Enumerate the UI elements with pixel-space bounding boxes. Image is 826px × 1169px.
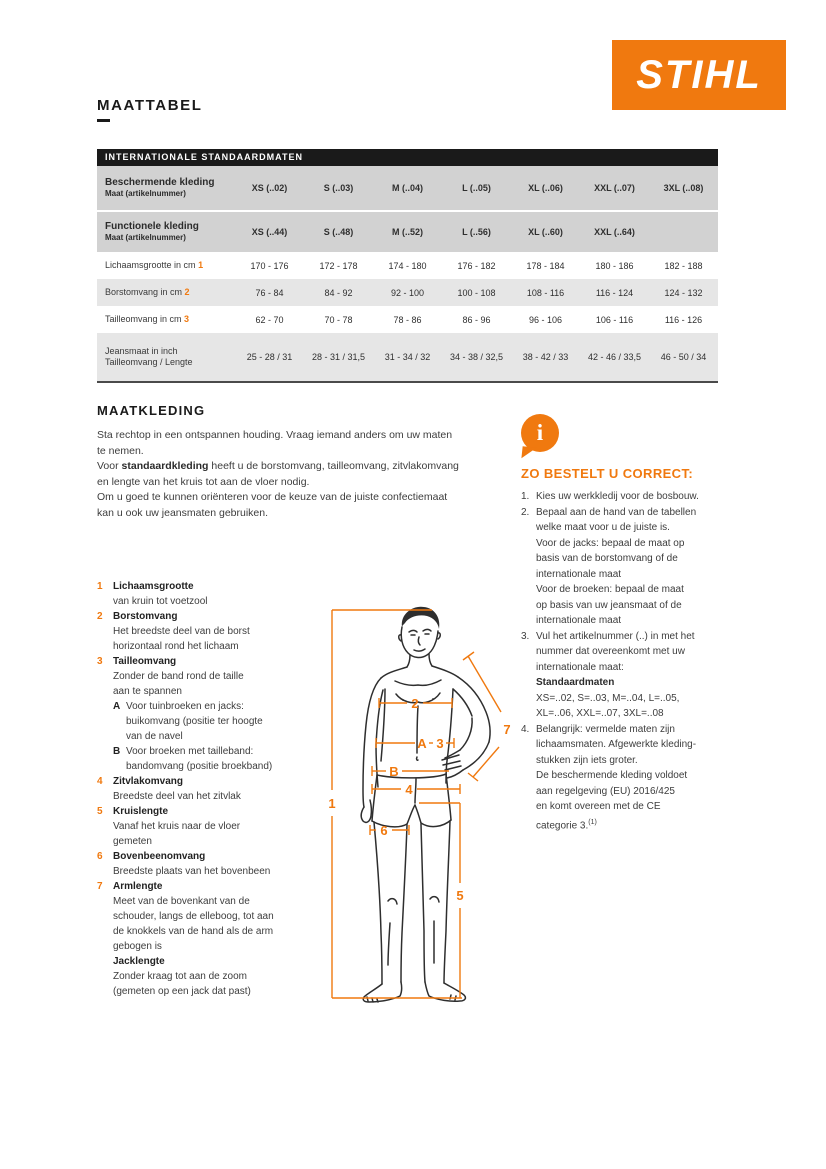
size-cell: 116 - 126 <box>664 314 703 325</box>
row-label: Jeansmaat in inch Tailleomvang / Lengte <box>105 346 193 367</box>
ref-number: 3 <box>184 314 190 324</box>
size-cell: 170 - 176 <box>250 260 289 271</box>
size-table <box>97 149 718 383</box>
size-cell: M (..52) <box>391 227 423 237</box>
measurement-lines <box>332 610 501 998</box>
row-label: Lichaamsgrootte in cm 1 <box>105 260 204 270</box>
size-cell: 70 - 78 <box>324 314 353 325</box>
info-icon-tail <box>521 446 536 459</box>
body-figure-illustration <box>322 593 522 1013</box>
diagram-label-4: 4 <box>405 782 413 797</box>
size-cell: 84 - 92 <box>324 287 353 298</box>
size-cell: 108 - 116 <box>526 287 565 298</box>
order-step: 1. Kies uw werkkledij voor de bosbouw. <box>521 491 699 502</box>
table-row <box>97 252 718 279</box>
table-row <box>97 212 718 252</box>
size-cell: 182 - 188 <box>664 260 703 271</box>
size-cell: 38 - 42 / 33 <box>522 352 569 362</box>
list-subitem: B Voor broeken met tailleband: bandomvang (positie broekband) <box>113 746 273 772</box>
size-cell <box>649 212 718 252</box>
diagram-label-7: 7 <box>503 722 511 737</box>
diagram-label-6: 6 <box>380 823 388 838</box>
size-cell: 96 - 106 <box>528 314 563 325</box>
size-cell: 28 - 31 / 31,5 <box>311 352 366 362</box>
size-cell: XL (..60) <box>528 227 563 237</box>
size-cell: 124 - 132 <box>664 287 703 298</box>
diagram-label-5: 5 <box>456 888 464 903</box>
size-cell: 106 - 116 <box>595 314 634 325</box>
size-cell: 34 - 38 / 32,5 <box>449 352 504 362</box>
size-cell: 86 - 96 <box>462 314 491 325</box>
size-cell: 176 - 182 <box>457 260 496 271</box>
table-row <box>97 306 718 333</box>
diagram-label-3: 3 <box>436 736 444 751</box>
list-item: 3 Tailleomvang Zonder de band rond de taille aan te spannen A Voor tuinbroeken en jacks: buikomvang (positie ter hoogte van de navel B Voor broeken met tailleband: bandomvang (positie broekband) <box>97 654 327 774</box>
size-cell: 42 - 46 / 33,5 <box>587 352 642 362</box>
size-cell: 172 - 178 <box>319 260 358 271</box>
maatkleding-paragraph: Sta rechtop in een ontspannen houding. Vraag iemand anders om uw maten te nemen. Voor standaardkleding heeft u de borstomvang, tailleomvang, zitvlakomvang en lengte van het kruis tot aan de vloer nodig. Om u goed te kunnen oriënteren voor de keuze van de juiste confectiemaat kan u ook uw jeansmaten gebruiken. <box>97 429 459 519</box>
order-step: 4. Belangrijk: vermelde maten zijn lichaamsmaten. Afgewerkte kleding- stukken zijn iets groter. De beschermende kleding voldoet aan regelgeving (EU) 2016/425 en komt overeen met de CE categorie 3.$^{(1)}$ <box>521 723 697 831</box>
list-item: 6 Bovenbeenomvang Breedste plaats van het bovenbeen <box>97 851 271 877</box>
size-cell: 178 - 184 <box>526 260 565 271</box>
size-cell: L (..05) <box>462 183 491 193</box>
doc-title-block <box>97 97 203 122</box>
diagram-label-a: A <box>417 736 427 751</box>
size-cell: XS (..44) <box>251 227 288 237</box>
order-heading: ZO BESTELT U CORRECT: <box>521 466 694 481</box>
size-cell: 31 - 34 / 32 <box>384 352 431 362</box>
size-cell: 62 - 70 <box>255 314 284 325</box>
order-list <box>521 489 741 833</box>
order-step: 3. Vul het artikelnummer (..) in met het nummer dat overeenkomt met uw internationale maat: Standaardmaten XS=..02, S=..03, M=..04, L=..05, XL=..06, XXL=..07, 3XL=..08 <box>521 630 695 719</box>
size-cell: 116 - 124 <box>595 287 634 298</box>
list-subitem: A Voor tuinbroeken en jacks: buikomvang (positie ter hoogte van de navel <box>113 701 263 742</box>
size-cell: 78 - 86 <box>393 314 422 325</box>
body-measurement-diagram <box>322 593 522 1013</box>
size-cell: 25 - 28 / 31 <box>246 352 293 362</box>
title-dash <box>97 119 110 122</box>
table-row <box>97 166 718 210</box>
size-cell: 180 - 186 <box>595 260 634 271</box>
size-cell: M (..04) <box>391 183 423 193</box>
table-row <box>97 279 718 306</box>
size-cell: 46 - 50 / 34 <box>660 352 707 362</box>
list-item: 5 Kruislengte Vanaf het kruis naar de vloer gemeten <box>97 806 241 847</box>
measure-list <box>97 579 327 999</box>
stihl-logo <box>612 40 786 110</box>
row-label: Borstomvang in cm 2 <box>105 287 190 297</box>
ref-number: 2 <box>184 287 190 297</box>
size-table-title: INTERNATIONALE STANDAARDMATEN <box>97 149 718 166</box>
row-label: Beschermende kleding Maat (artikelnummer) <box>105 177 215 198</box>
maatkleding-section <box>97 403 571 521</box>
size-cell: 100 - 108 <box>457 287 496 298</box>
size-cell: XL (..06) <box>528 183 563 193</box>
order-section <box>521 414 741 833</box>
table-row <box>97 333 718 383</box>
list-item: 4 Zitvlakomvang Breedste deel van het zitvlak <box>97 776 241 802</box>
size-cell: 76 - 84 <box>255 287 284 298</box>
page-title: MAATTABEL <box>97 97 203 114</box>
row-label: Functionele kleding Maat (artikelnummer) <box>105 221 199 242</box>
list-item: 7 Armlengte Meet van de bovenkant van de schouder, langs de elleboog, tot aan de knokkels van de hand als de arm gebogen is <box>97 881 274 952</box>
size-cell: XXL (..07) <box>594 183 635 193</box>
size-cell: 174 - 180 <box>388 260 427 271</box>
footnote-marker: (1) <box>588 818 597 826</box>
size-cell: S (..48) <box>323 227 354 237</box>
ref-number: 1 <box>198 260 204 270</box>
stihl-logo-text: STIHL <box>636 52 762 97</box>
measurement-labels <box>328 696 510 903</box>
list-item: 2 Borstomvang Het breedste deel van de borst horizontaal rond het lichaam <box>97 611 250 652</box>
size-cell: 3XL (..08) <box>663 183 704 193</box>
section-heading: MAATKLEDING <box>97 403 206 418</box>
list-item: 1 Lichaamsgrootte van kruin tot voetzool <box>97 581 208 607</box>
order-step: 2. Bepaal aan de hand van de tabellen welke maat voor u de juiste is. Voor de jacks: bepaal de maat op basis van de borstomvang of de internationale maat Voor de broeken: bepaal de maat op basis van uw jeansmaat of de internationale maat <box>521 506 697 626</box>
diagram-label-2: 2 <box>411 696 419 711</box>
size-cell: XXL (..64) <box>594 227 635 237</box>
row-label: Tailleomvang in cm 3 <box>105 314 190 324</box>
size-cell: L (..56) <box>462 227 491 237</box>
size-cell: XS (..02) <box>251 183 288 193</box>
diagram-label-1: 1 <box>328 796 336 811</box>
size-cell: S (..03) <box>323 183 354 193</box>
size-cell: 92 - 100 <box>390 287 425 298</box>
diagram-label-b: B <box>389 764 399 779</box>
info-icon: i <box>521 414 559 452</box>
list-item: Jacklengte Zonder kraag tot aan de zoom (gemeten op een jack dat past) <box>113 956 251 997</box>
